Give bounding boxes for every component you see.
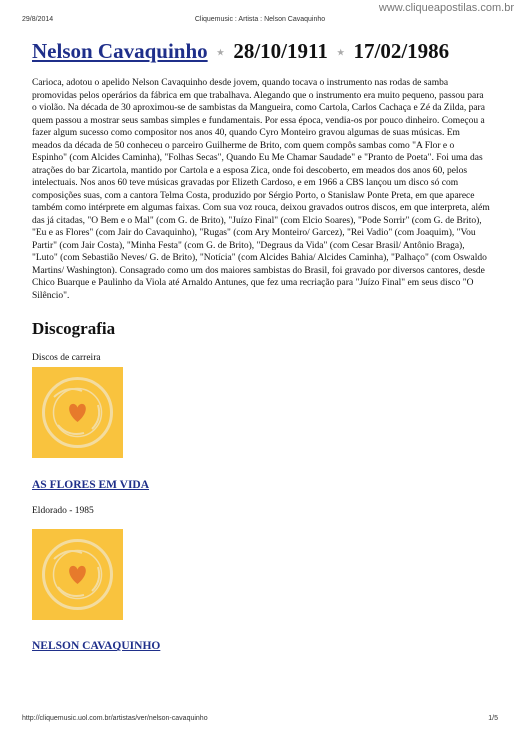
artist-death-date: 17/02/1986 — [353, 39, 450, 63]
print-footer-url: http://cliquemusic.uol.com.br/artistas/ver/nelson-cavaquinho — [22, 715, 208, 722]
album-cover-image[interactable] — [32, 367, 123, 458]
artist-name-link[interactable]: Nelson Cavaquinho — [32, 39, 208, 63]
discography-subheading: Discos de carreira — [32, 353, 101, 364]
album-placeholder-icon — [32, 367, 123, 458]
artist-biography: Carioca, adotou o apelido Nelson Cavaquinho desde jovem, quando tocava o instrumento nas rodas de samba promovidas pelos operários da fábrica em que trabalhava. Alegando que o instrumento era muito pequeno, passou para o violão. Na década de 30 aproximou-se de sambistas da Mangueira, como Cartola, Carlos Cachaça e Zé da Zilda, para quem passou a mostrar seus sambas simples e fundamentais. Por essa época, vendia-os por pouco dinheiro. Começou a fazer algum sucesso como compositor nos anos 40, quando Cyro Monteiro gravou algumas de suas músicas. Em meados da década de 50 conheceu o parceiro Guilherme de Brito, com quem compôs sambas como "A Flor e o Espinho" (com Alcides Caminha), "Folhas Secas", Quando Eu Me Chamar Saudade" e "Pranto de Poeta". Foi uma das atrações do bar Zicartola, mantido por Cartola e a esposa Zica, onde foi descoberto, em meados dos anos 60, pelos intelectuais. Nos anos 60 teve músicas gravadas por Elizeth Cardoso, e em 1966 a CBS lançou um disco só com composições suas, com a cantora Telma Costa, produzido por Sérgio Porto, o Stanislaw Ponte Preta, em que aparece também como intérprete em algumas faixas. Com sua voz rouca, deixou gravados outros discos, em que interpreta, além das já citadas, "O Bem e o Mal" (com G. de Brito), "Juízo Final" (com Elcio Soares), "Pode Sorrir" (com G. de Brito), "Eu e as Flores" (com Jair do Cavaquinho), "Rugas" (com Ary Monteiro/ Garcez), "Rei Vadio" (com Joaquim), "Vou Partir" (com Jair Costa), "Minha Festa" (com G. de Brito), "Degraus da Vida" (com Cesar Brasil/ Antônio Braga), "Luto" (com Sebastião Neves/ G. de Brito), "Notícia" (com Alcides Bahia/ Alcides Caminha), "Palhaço" (com Oswaldo Martins/ Washington). Consagrado como um dos maiores sambistas do Brasil, foi gravado por diversos cantores, desde Chico Buarque e Paulinho da Viola até Arnaldo Antunes, que fez uma recriação para "Juízo Final" em seus disco "O Silêncio". — [32, 78, 490, 301]
watermark-text: www.cliqueapostilas.com.br — [378, 2, 514, 14]
main-content — [32, 37, 490, 653]
album-title-link[interactable]: NELSON CAVAQUINHO — [32, 640, 161, 653]
star-icon: ★ — [216, 48, 225, 58]
artist-title-line — [32, 37, 490, 67]
page-number: 1/5 — [488, 715, 498, 722]
album-cover-image[interactable] — [32, 529, 123, 620]
album-label-year: Eldorado - 1985 — [32, 506, 94, 517]
album-title-link[interactable]: AS FLORES EM VIDA — [32, 479, 150, 492]
artist-birth-date: 28/10/1911 — [233, 39, 328, 63]
star-icon: ★ — [337, 48, 345, 58]
album-placeholder-icon — [32, 529, 123, 620]
discography-heading: Discografia — [32, 319, 116, 339]
print-date: 29/8/2014 — [22, 16, 54, 23]
print-page-title: Cliquemusic : Artista : Nelson Cavaquinho — [194, 16, 326, 23]
